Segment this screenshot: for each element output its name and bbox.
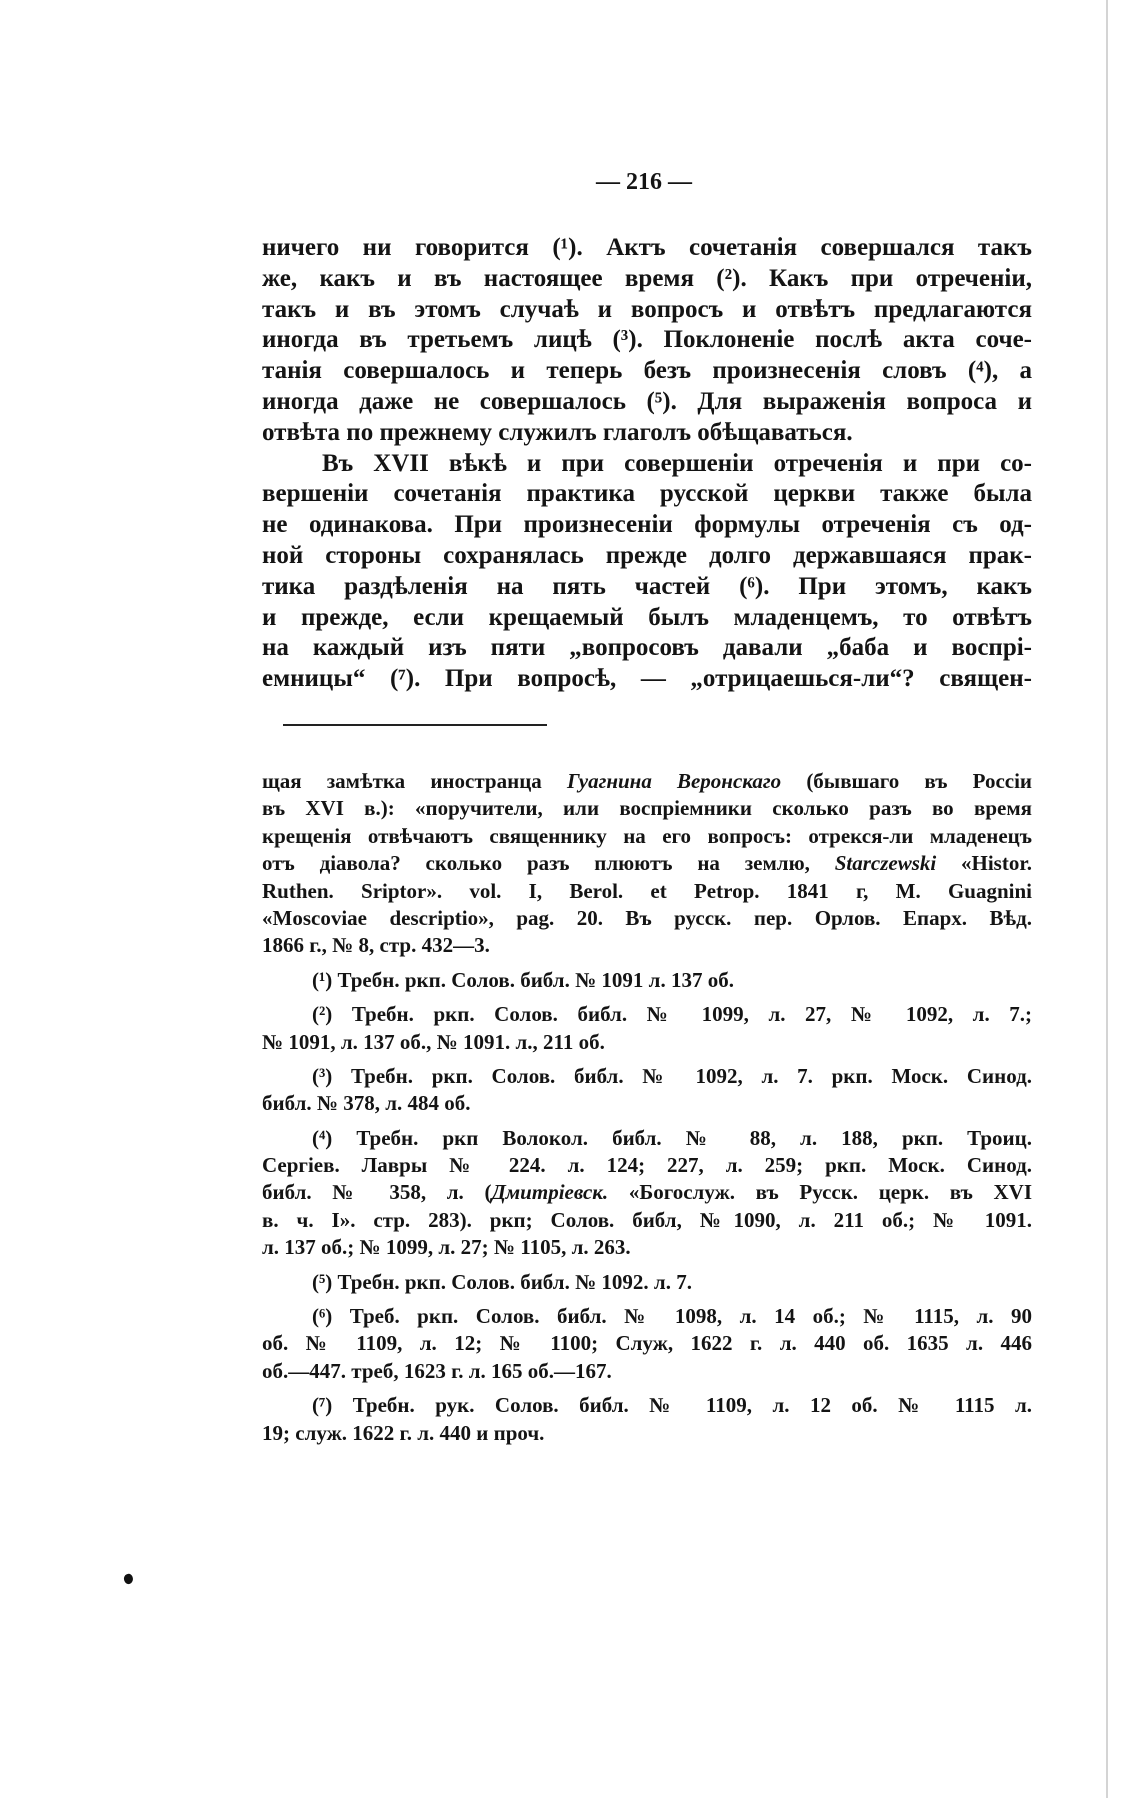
footnote-line: (⁵) Требн. ркп. Солов. библ. № 1092. л. 7. bbox=[312, 1269, 692, 1294]
text-line: на каждый изъ пяти „вопросовъ давали „баба и воспрі- bbox=[262, 634, 1032, 662]
footnote-italic-name: Гуагнина Веронскаго bbox=[566, 769, 782, 793]
footnote-1 bbox=[262, 967, 1032, 994]
footnote-line: (⁴) Требн. ркп Волокол. библ. № 88, л. 188, ркп. Троиц. bbox=[312, 1125, 1032, 1150]
footnote-text: «Богослуж. въ Русск. церк. въ XVI bbox=[628, 1180, 1032, 1205]
footnote-line bbox=[262, 850, 1032, 877]
text-line: емницы“ (⁷). При вопросѣ, — „отрицаешься-ли“? священ- bbox=[262, 665, 1032, 693]
footnote-line bbox=[262, 768, 1032, 795]
footnote-7 bbox=[262, 1392, 1032, 1447]
text-line: такъ и въ этомъ случаѣ и вопросъ и отвѣтъ предлагаются bbox=[262, 295, 1032, 323]
text-line: иногда въ третьемъ лицѣ (³). Поклоненіе послѣ акта соче- bbox=[262, 326, 1032, 354]
footnote-line: въ XVI в.): «поручители, или воспріемники сколько разъ во время bbox=[262, 796, 1032, 821]
footnote-line: Ruthen. Sriptor». vol. I, Berol. et Petrop. 1841 г, M. Guagnini bbox=[262, 878, 1032, 903]
footnote-2 bbox=[262, 1001, 1032, 1056]
page-edge-line bbox=[1106, 0, 1108, 1798]
footnote-text: (бывшаго въ Россіи bbox=[806, 769, 1032, 793]
footnote-line: (⁷) Требн. рук. Солов. библ. № 1109, л. 12 об. № 1115 л. bbox=[312, 1393, 1032, 1418]
text-line: ной стороны сохранялась прежде долго державшаяся прак- bbox=[262, 541, 1032, 569]
text-line: не одинакова. При произнесеніи формулы отреченія съ од- bbox=[262, 511, 1032, 539]
footnote-line: № 1091, л. 137 об., № 1091. л., 211 об. bbox=[262, 1029, 605, 1054]
text-line: вершеніи сочетанія практика русской церкви также была bbox=[262, 480, 1032, 508]
footnote-line: (³) Требн. ркп. Солов. библ. № 1092, л. 7. ркп. Моск. Синод. bbox=[312, 1063, 1032, 1088]
footnote-6 bbox=[262, 1303, 1032, 1385]
footnote-text: отъ діавола? сколько разъ плюютъ на землю, bbox=[262, 851, 810, 876]
footnote-line: об.—447. треб, 1623 г. л. 165 об.—167. bbox=[262, 1358, 612, 1383]
footnote-line: (⁶) Треб. ркп. Солов. библ. № 1098, л. 14 об.; № 1115, л. 90 bbox=[312, 1304, 1032, 1329]
footnote-line: Сергіев. Лавры № 224. л. 124; 227, л. 259; ркп. Моск. Синод. bbox=[262, 1153, 1032, 1178]
footnote-line: 1866 г., № 8, стр. 432—3. bbox=[262, 933, 490, 958]
footnote-line: об. № 1109, л. 12; № 1100; Служ, 1622 г. л. 440 об. 1635 л. 446 bbox=[262, 1331, 1032, 1356]
text-line: танія совершалось и теперь безъ произнесенія словъ (⁴), а bbox=[262, 357, 1032, 385]
main-text bbox=[262, 233, 1032, 695]
footnote-italic-name: Starczewski bbox=[834, 851, 937, 876]
footnote-line: (²) Требн. ркп. Солов. библ. № 1099, л. 27, № 1092, л. 7.; bbox=[312, 1002, 1032, 1027]
footnote-line: 19; служ. 1622 г. л. 440 и проч. bbox=[262, 1420, 545, 1445]
footnote-line: библ. № 378, л. 484 об. bbox=[262, 1091, 471, 1116]
text-line: отвѣта по прежнему служилъ глаголъ обѣщаваться. bbox=[262, 418, 853, 446]
footnote-separator bbox=[283, 724, 547, 726]
footnote-4 bbox=[262, 1125, 1032, 1262]
page-number: — 216 — bbox=[596, 169, 692, 195]
text-line: иногда даже не совершалось (⁵). Для выраженія вопроса и bbox=[262, 387, 1032, 415]
footnotes bbox=[262, 768, 1032, 1447]
footnote-line: «Moscoviae descriptio», pag. 20. Въ русск. пер. Орлов. Епарх. Вѣд. bbox=[262, 905, 1032, 930]
text-line: тика раздѣленія на пять частей (⁶). При этомъ, какъ bbox=[262, 572, 1032, 600]
text-line: и прежде, если крещаемый былъ младенцемъ, то отвѣтъ bbox=[262, 603, 1032, 631]
footnote-italic-name: Дмитріевск. bbox=[491, 1180, 609, 1205]
footnote-text: библ. № 358, л. ( bbox=[262, 1180, 492, 1205]
ink-spot bbox=[123, 1573, 135, 1585]
footnote-3 bbox=[262, 1063, 1032, 1118]
footnote-line: (¹) Требн. ркп. Солов. библ. № 1091 л. 137 об. bbox=[312, 967, 734, 992]
footnote-line: крещенія отвѣчаютъ священнику на его вопросъ: отрекся-ли младенецъ bbox=[262, 823, 1032, 848]
footnote-continuation bbox=[262, 768, 1032, 960]
text-line: ничего ни говорится (¹). Актъ сочетанія совершался такъ bbox=[262, 234, 1032, 261]
footnote-text: «Histor. bbox=[961, 851, 1032, 876]
footnote-text: щая замѣтка иностранца bbox=[262, 769, 542, 793]
footnote-line: л. 137 об.; № 1099, л. 27; № 1105, л. 263. bbox=[262, 1235, 631, 1260]
text-line: Въ XVII вѣкѣ и при совершеніи отреченія и при со- bbox=[322, 449, 1032, 477]
text-line: же, какъ и въ настоящее время (²). Какъ при отреченіи, bbox=[262, 264, 1032, 292]
footnote-5 bbox=[262, 1269, 1032, 1296]
footnote-line bbox=[262, 1179, 1032, 1206]
footnote-line: в. ч. I». стр. 283). ркп; Солов. библ, №1090, л. 211 об.; № 1091. bbox=[262, 1207, 1032, 1232]
